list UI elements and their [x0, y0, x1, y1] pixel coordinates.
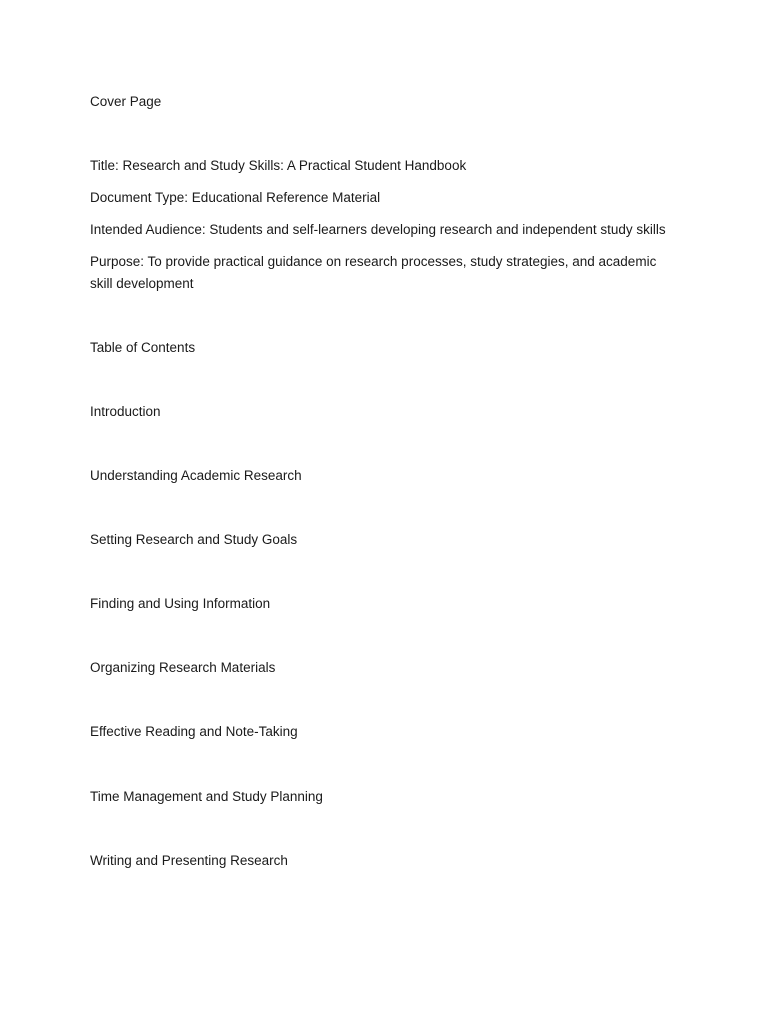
document-title: Title: Research and Study Skills: A Practical Student Handbook	[90, 158, 467, 173]
toc-item: Understanding Academic Research	[90, 468, 302, 483]
toc-item: Setting Research and Study Goals	[90, 532, 298, 547]
toc-item: Organizing Research Materials	[90, 660, 276, 675]
intended-audience: Intended Audience: Students and self-learners developing research and independent study skills	[90, 222, 666, 237]
purpose-line-1: Purpose: To provide practical guidance on research processes, study strategies, and academic	[90, 254, 657, 269]
toc-item: Time Management and Study Planning	[90, 789, 323, 804]
toc-heading: Table of Contents	[90, 340, 196, 355]
toc-item: Effective Reading and Note-Taking	[90, 724, 298, 739]
document-type: Document Type: Educational Reference Material	[90, 190, 381, 205]
toc-item: Introduction	[90, 404, 161, 419]
toc-item: Finding and Using Information	[90, 596, 271, 611]
toc-item: Writing and Presenting Research	[90, 853, 288, 868]
cover-page-heading: Cover Page	[90, 94, 162, 109]
purpose-line-2: skill development	[90, 276, 194, 291]
